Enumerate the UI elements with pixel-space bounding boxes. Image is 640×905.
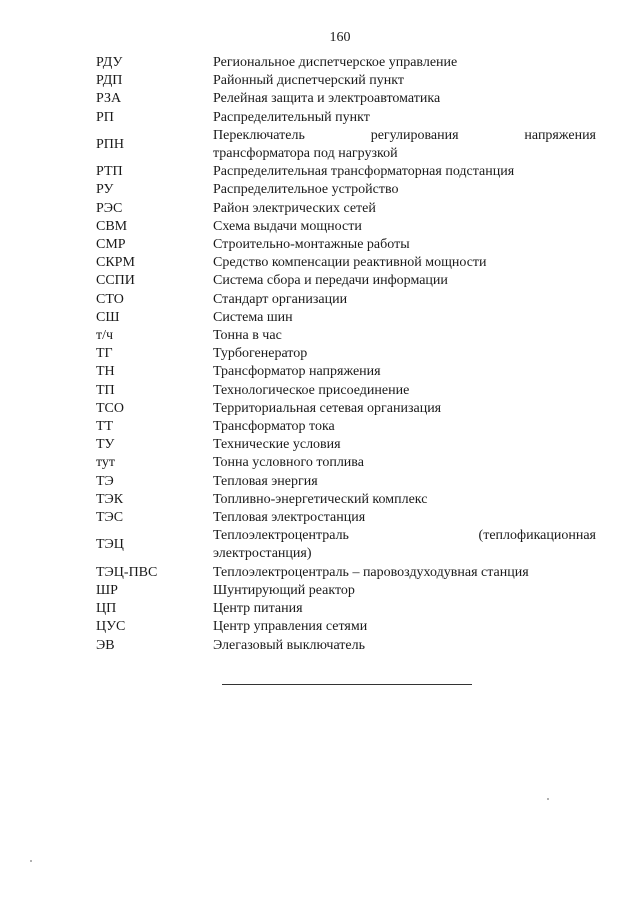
abbreviation-term: ТЭС <box>96 510 124 526</box>
abbreviation-definition: Тонна условного топлива <box>213 455 364 471</box>
scan-speck <box>30 860 32 862</box>
abbreviation-list <box>96 54 596 655</box>
abbreviation-term: ТН <box>96 364 115 380</box>
abbreviation-term: СВМ <box>96 218 128 234</box>
abbreviation-row <box>96 600 596 618</box>
abbreviation-row <box>96 345 596 363</box>
abbreviation-definition: Технические условия <box>213 437 341 453</box>
abbreviation-row <box>96 236 596 254</box>
abbreviation-row <box>96 637 596 655</box>
abbreviation-definition: Система шин <box>213 309 293 325</box>
abbreviation-definition: Тепловая энергия <box>213 473 318 489</box>
abbreviation-row <box>96 327 596 345</box>
abbreviation-term: ТП <box>96 382 115 398</box>
abbreviation-term: РТП <box>96 164 123 180</box>
definition-line: трансформатора под нагрузкой <box>213 146 398 162</box>
abbreviation-definition: Район электрических сетей <box>213 200 376 216</box>
abbreviation-definition: Распределительная трансформаторная подстанция <box>213 164 515 180</box>
abbreviation-term: ТЭ <box>96 473 114 489</box>
abbreviation-row <box>96 418 596 436</box>
abbreviation-definition: Релейная защита и электроавтоматика <box>213 91 441 107</box>
abbreviation-definition: Теплоэлектроцентраль – паровоздуходувная станция <box>213 564 529 580</box>
definition-line: Теплоэлектроцентраль (теплофикационная <box>213 528 596 544</box>
abbreviation-term: ТУ <box>96 437 115 453</box>
abbreviation-definition: Трансформатор тока <box>213 419 335 435</box>
definition-line: Переключатель регулирования напряжения <box>213 127 596 143</box>
abbreviation-row <box>96 272 596 290</box>
abbreviation-term: РДП <box>96 73 123 89</box>
abbreviation-term: ТСО <box>96 400 124 416</box>
abbreviation-definition: Технологическое присоединение <box>213 382 410 398</box>
abbreviation-definition: Турбогенератор <box>213 346 308 362</box>
end-of-list-rule <box>222 684 472 685</box>
abbreviation-term: ЭВ <box>96 637 115 653</box>
abbreviation-term: т/ч <box>96 328 114 344</box>
abbreviation-row <box>96 109 596 127</box>
abbreviation-definition: Строительно-монтажные работы <box>213 237 410 253</box>
abbreviation-term: ШР <box>96 582 118 598</box>
abbreviation-definition: Районный диспетчерский пункт <box>213 73 405 89</box>
abbreviation-term: СМР <box>96 237 126 253</box>
abbreviation-term: ТЭК <box>96 491 124 507</box>
abbreviation-row <box>96 254 596 272</box>
abbreviation-term: СКРМ <box>96 255 135 271</box>
abbreviation-definition: Система сбора и передачи информации <box>213 273 448 289</box>
abbreviation-definition: Территориальная сетевая организация <box>213 400 442 416</box>
abbreviation-row <box>96 218 596 236</box>
abbreviation-row <box>96 618 596 636</box>
abbreviation-definition: Региональное диспетчерское управление <box>213 55 458 70</box>
abbreviation-term: РДУ <box>96 55 123 70</box>
abbreviation-row <box>96 291 596 309</box>
abbreviation-definition <box>213 527 596 563</box>
abbreviation-row <box>96 400 596 418</box>
abbreviation-row <box>96 127 596 163</box>
abbreviation-term: СШ <box>96 309 120 325</box>
abbreviation-term: РЗА <box>96 91 122 107</box>
abbreviation-term: ЦП <box>96 601 117 617</box>
abbreviation-term: ССПИ <box>96 273 135 289</box>
definition-line: электростанция) <box>213 546 312 562</box>
abbreviation-definition: Центр управления сетями <box>213 619 368 635</box>
abbreviation-row <box>96 163 596 181</box>
abbreviation-row <box>96 54 596 72</box>
abbreviation-term: РП <box>96 109 114 125</box>
abbreviation-row <box>96 509 596 527</box>
abbreviation-row <box>96 200 596 218</box>
abbreviation-term: ТЭЦ-ПВС <box>96 564 158 580</box>
abbreviation-definition: Трансформатор напряжения <box>213 364 381 380</box>
abbreviation-term: ЦУС <box>96 619 126 635</box>
abbreviation-row <box>96 363 596 381</box>
abbreviation-term: тут <box>96 455 116 471</box>
abbreviation-row <box>96 454 596 472</box>
abbreviation-definition <box>213 127 596 163</box>
abbreviation-definition: Элегазовый выключатель <box>213 637 365 653</box>
abbreviation-term: РПН <box>96 136 125 152</box>
abbreviation-definition: Центр питания <box>213 601 303 617</box>
abbreviation-definition: Тепловая электростанция <box>213 510 366 526</box>
abbreviation-term: ТЭЦ <box>96 537 124 553</box>
abbreviation-definition: Распределительный пункт <box>213 109 370 125</box>
abbreviation-definition: Топливно-энергетический комплекс <box>213 491 428 507</box>
abbreviation-row <box>96 527 596 563</box>
abbreviation-row <box>96 309 596 327</box>
abbreviation-row <box>96 491 596 509</box>
abbreviation-row <box>96 436 596 454</box>
abbreviation-definition: Средство компенсации реактивной мощности <box>213 255 487 271</box>
abbreviation-row <box>96 72 596 90</box>
abbreviation-term: СТО <box>96 291 124 307</box>
abbreviation-row <box>96 90 596 108</box>
abbreviation-definition: Тонна в час <box>213 328 282 344</box>
abbreviation-definition: Схема выдачи мощности <box>213 218 362 234</box>
scan-speck <box>547 798 549 800</box>
abbreviation-definition: Стандарт организации <box>213 291 348 307</box>
abbreviation-term: РЭС <box>96 200 123 216</box>
abbreviation-row <box>96 382 596 400</box>
page-number: 160 <box>329 30 351 45</box>
abbreviation-term: ТГ <box>96 346 113 362</box>
abbreviation-row <box>96 181 596 199</box>
abbreviation-row <box>96 582 596 600</box>
abbreviation-term: РУ <box>96 182 114 198</box>
abbreviation-definition: Шунтирующий реактор <box>213 582 355 598</box>
abbreviation-row <box>96 564 596 582</box>
abbreviation-term: ТТ <box>96 419 114 435</box>
abbreviation-row <box>96 473 596 491</box>
abbreviation-definition: Распределительное устройство <box>213 182 399 198</box>
